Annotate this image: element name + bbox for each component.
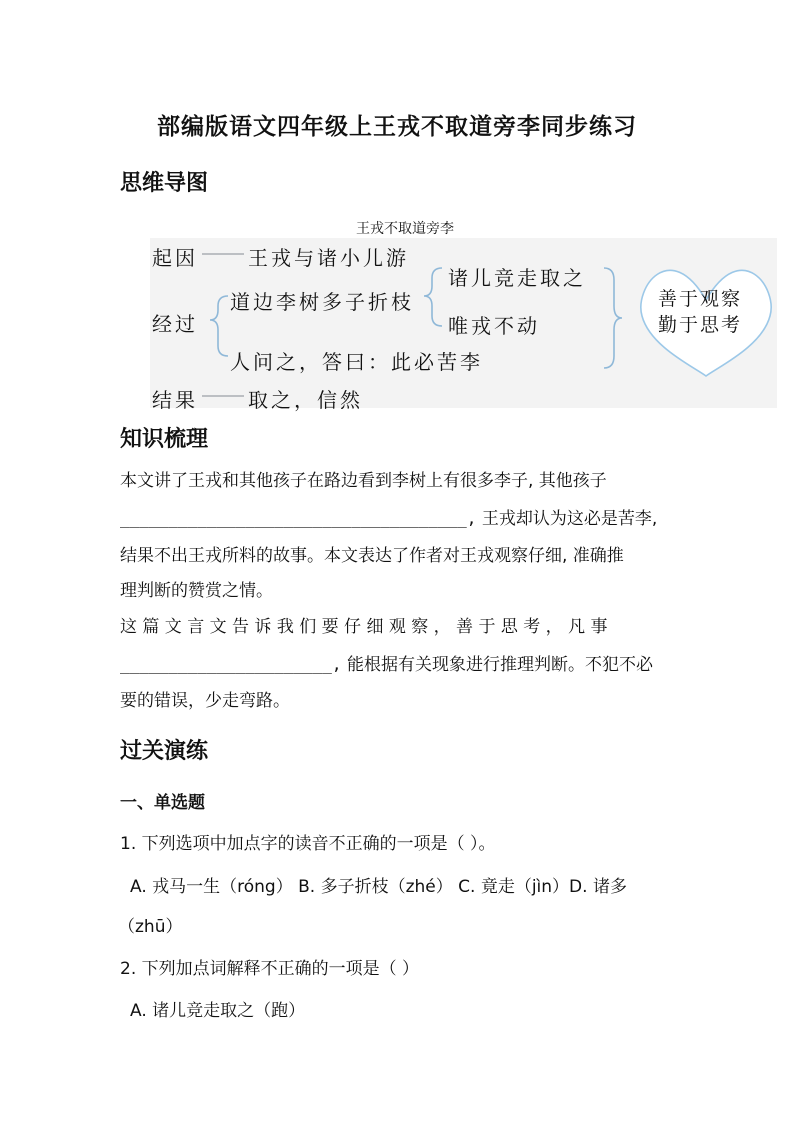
process-branch1: 道边李树多子折枝 [230,290,414,314]
cause-text: 王戎与诸小儿游 [248,246,409,270]
knowledge-line1: 本文讲了王戎和其他孩子在路边看到李树上有很多李子, 其他孩子 [120,471,607,491]
process-sub1: 诸儿竞走取之 [448,266,586,290]
knowledge-heading: 知识梳理 [120,427,209,452]
heart-line2: 勤于思考 [658,314,743,336]
process-sub2: 唯戎不动 [448,314,540,338]
question-2: 2. 下列加点词解释不正确的一项是（ ） [120,959,420,979]
knowledge-line2-text: 王戎却认为这必是苦李, [476,509,658,529]
mindmap-panel [150,238,777,412]
mindmap-center-title: 王戎不取道旁李 [356,221,454,237]
process-right-brace [604,268,622,368]
question-1-options: A. 戎马一生（róng） B. 多子折枝（zhé） C. 竟走（jìn）D. 诸多 [130,877,627,897]
process-branch2: 人问之，答曰：此必苦李 [230,350,483,374]
knowledge-line7: 要的错误，少走弯路。 [120,691,290,711]
question-2-option-a: A. 诸儿竞走取之（跑） [130,1001,306,1021]
fill-blank-2[interactable]: ______________________, [120,655,342,674]
process-left-brace [210,296,228,356]
result-text: 取之，信然 [248,388,363,412]
knowledge-line4: 理判断的赞赏之情。 [120,581,273,601]
heart-line1: 善于观察 [658,288,743,310]
fill-blank-1[interactable]: ____________________________________, [120,509,477,528]
process-label: 经过 [152,312,198,336]
practice-heading: 过关演练 [120,739,209,764]
question-1: 1. 下列选项中加点字的读音不正确的一项是（ ）。 [120,834,496,854]
knowledge-line3: 结果不出王戎所料的故事。本文表达了作者对王戎观察仔细, 准确推 [120,546,624,566]
sub-left-brace [424,268,442,326]
cause-label: 起因 [152,246,198,270]
result-label: 结果 [152,388,198,412]
knowledge-line2 [120,504,657,529]
section-single-choice: 一、单选题 [120,793,205,813]
knowledge-line5: 这 篇 文 言 文 告 诉 我 们 要 仔 细 观 察 ， 善 于 思 考 ， 凡 事 [120,617,608,637]
question-1-options-cont: （zhū） [118,917,183,937]
document-title: 部编版语文四年级上王戎不取道旁李同步练习 [157,114,637,140]
knowledge-line6 [120,650,653,675]
mindmap-heading: 思维导图 [120,171,209,196]
knowledge-line6-text: 能根据有关现象进行推理判断。不犯不必 [341,655,653,675]
